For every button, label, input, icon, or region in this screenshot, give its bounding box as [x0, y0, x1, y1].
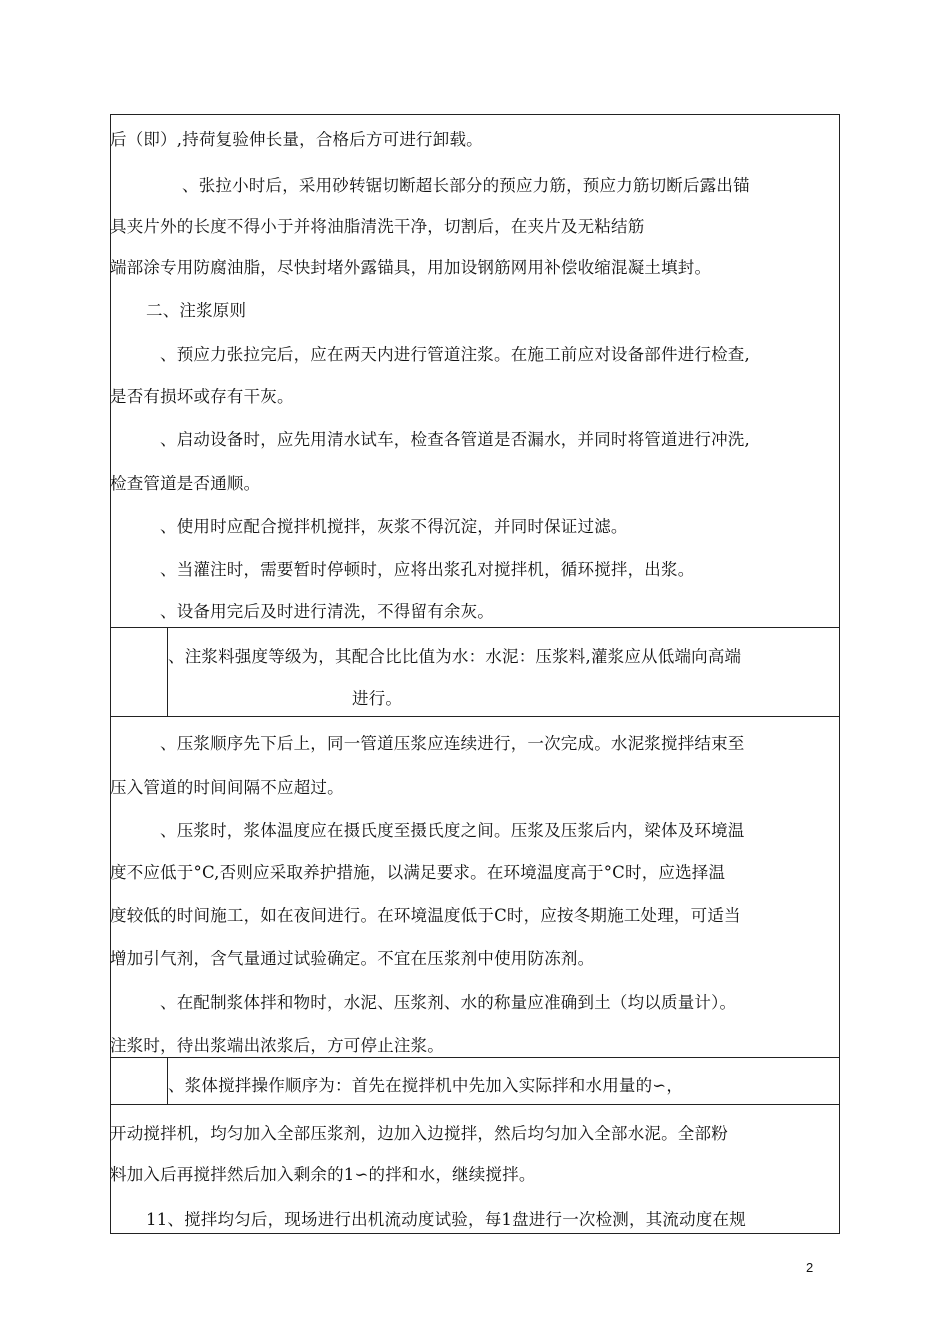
text-line: 料加入后再搅拌然后加入剩余的1∽的拌和水，继续搅拌。	[110, 1165, 536, 1184]
text-line: 、启动设备时，应先用清水试车，检查各管道是否漏水，并同时将管道进行冲洗,	[160, 430, 750, 449]
text-line: 后（即）,持荷复验伸长量，合格后方可进行卸载。	[110, 130, 483, 149]
page-number: 2	[806, 1260, 814, 1275]
text-line: 具夹片外的长度不得小于并将油脂清洗干净，切割后，在夹片及无粘结筋	[110, 217, 645, 236]
text-line: 、在配制浆体拌和物时，水泥、压浆剂、水的称量应准确到土（均以质量计）。	[160, 993, 737, 1012]
text-line: 注浆时，待出浆端出浓浆后，方可停止注浆。	[110, 1036, 444, 1055]
text-line: 度较低的时间施工，如在夜间进行。在环境温度低于C时，应按冬期施工处理，可适当	[110, 906, 741, 925]
text-line: 增加引气剂，含气量通过试验确定。不宜在压浆剂中使用防冻剂。	[110, 949, 595, 968]
text-line: 检查管道是否通顺。	[110, 474, 261, 493]
text-line: 、浆体搅拌操作顺序为：首先在搅拌机中先加入实际拌和水用量的∽，	[168, 1076, 684, 1095]
text-line: 、当灌注时，需要暂时停顿时，应将出浆孔对搅拌机，循环搅拌，出浆。	[160, 560, 695, 579]
text-line: 11、搅拌均匀后，现场进行出机流动度试验，每1盘进行一次检测，其流动度在规	[146, 1210, 746, 1229]
text-line: 度不应低于°C,否则应采取养护措施，以满足要求。在环境温度高于°C时，应选择温	[110, 863, 726, 882]
text-line: 、设备用完后及时进行清洗，不得留有余灰。	[160, 602, 494, 621]
text-line: 、使用时应配合搅拌机搅拌，灰浆不得沉淀，并同时保证过滤。	[160, 517, 628, 536]
text-line: 是否有损坏或存有干灰。	[110, 387, 294, 406]
text-line: 、压浆顺序先下后上，同一管道压浆应连续进行，一次完成。水泥浆搅拌结束至	[160, 734, 745, 753]
text-line: 、注浆料强度等级为，其配合比比值为水：水泥：压浆料,灌浆应从低端向高端	[168, 647, 742, 666]
text-line: 、压浆时，浆体温度应在摄氏度至摄氏度之间。压浆及压浆后内，梁体及环境温	[160, 821, 745, 840]
text-line: 、预应力张拉完后，应在两天内进行管道注浆。在施工前应对设备部件进行检查,	[160, 345, 750, 364]
text-line: 、张拉小时后，采用砂转锯切断超长部分的预应力筋，预应力筋切断后露出锚	[182, 176, 750, 195]
text-line: 进行。	[352, 689, 403, 708]
text-line: 端部涂专用防腐油脂，尽快封堵外露锚具，用加设钢筋网用补偿收缩混凝土填封。	[110, 258, 712, 277]
text-line: 压入管道的时间间隔不应超过。	[110, 778, 344, 797]
section-heading: 二、注浆原则	[146, 301, 247, 320]
text-line: 开动搅拌机，均匀加入全部压浆剂，边加入边搅拌，然后均匀加入全部水泥。全部粉	[110, 1124, 728, 1143]
